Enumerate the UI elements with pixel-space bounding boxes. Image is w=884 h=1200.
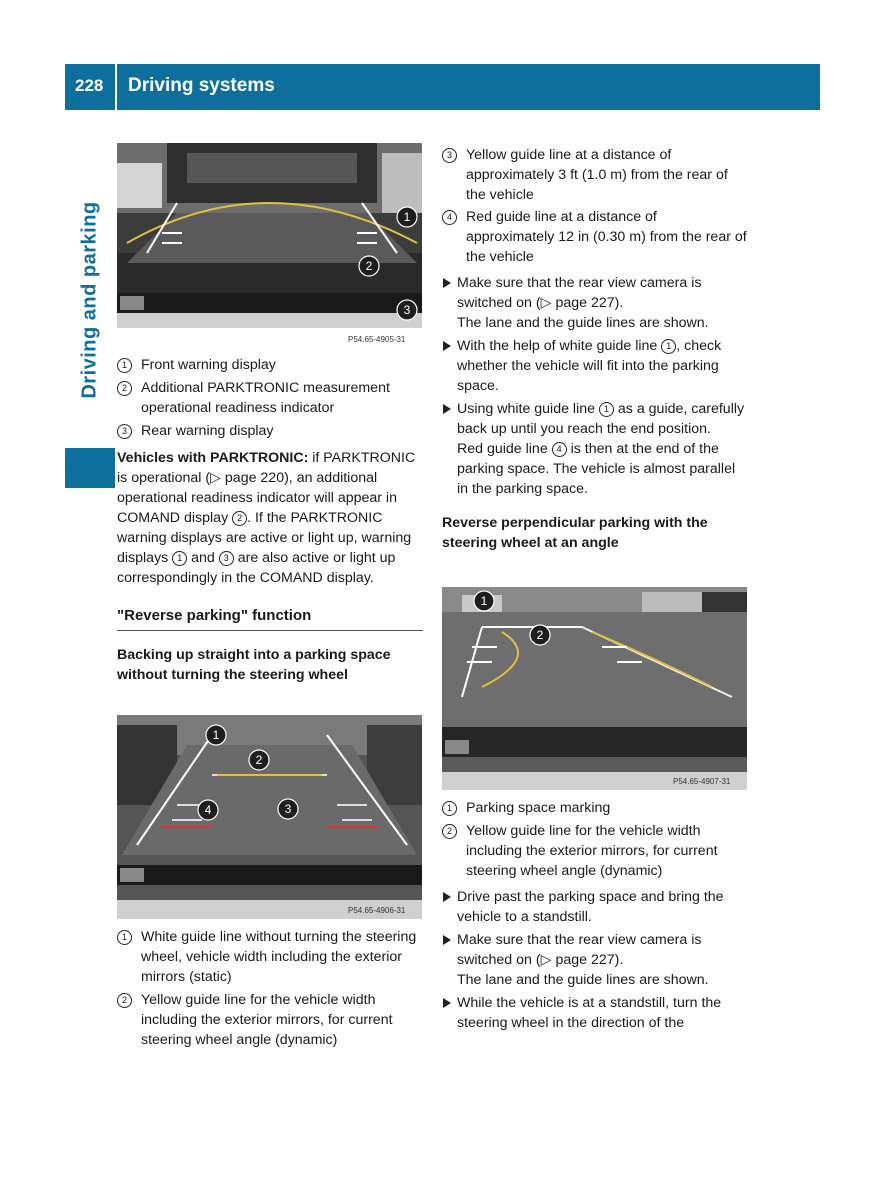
side-tab-marker — [65, 448, 115, 488]
fig3-caption: P54.65-4907-31 — [673, 777, 731, 786]
figure-rear-camera-parktronic — [117, 143, 422, 328]
header-divider — [115, 64, 117, 110]
fig3-callout-1: 1 — [480, 594, 488, 608]
sub-heading-backing-up: Backing up straight into a parking space without turning the steering wheel — [117, 647, 391, 683]
page-number: 228 — [75, 76, 104, 95]
figure-backing-up-straight — [117, 715, 422, 919]
legend-item: 3 Yellow guide line at a distance of approximately 3 ft (1.0 m) from the rear of the vehicle — [442, 145, 748, 205]
legend-item: 1 White guide line without turning the steering wheel, vehicle width including the exterior mirrors (static) — [117, 927, 423, 987]
legend-item: 1 Parking space marking — [442, 798, 748, 818]
figure-perpendicular-parking — [442, 587, 747, 790]
step-item: Make sure that the rear view camera is switched on (▷ page 227). The lane and the guide lines are shown. — [442, 273, 748, 333]
right-column — [442, 145, 748, 553]
fig2-caption: P54.65-4906-31 — [348, 906, 406, 915]
step-item: Make sure that the rear view camera is switched on (▷ page 227). The lane and the guide lines are shown. — [442, 930, 748, 990]
fig1-callout-2-label: 2 — [365, 259, 373, 273]
page-title: Driving systems — [128, 75, 275, 96]
sub-heading-perpendicular: Reverse perpendicular parking with the steering wheel at an angle — [442, 515, 708, 551]
legend-item: 1 Front warning display — [117, 355, 423, 375]
vehicles-with-parktronic-paragraph: Vehicles with PARKTRONIC: if PARKTRONIC is operational (▷ page 220), an additional operational readiness indicator will appear in COMAND display 2 . If the PARKTRONIC warning displays are active or light up, warning displays 1 and 3 are also active or light up correspondingly in the COMAND display. — [117, 450, 416, 586]
page-header — [65, 64, 820, 110]
fig1-caption: P54.65-4905-31 — [348, 335, 406, 344]
right-column-bottom — [442, 798, 748, 1033]
legend-item: 4 Red guide line at a distance of approximately 12 in (0.30 m) from the rear of the vehicle — [442, 207, 748, 267]
step-item: While the vehicle is at a standstill, turn the steering wheel in the direction of the — [442, 993, 748, 1033]
step-item: Drive past the parking space and bring the vehicle to a standstill. — [442, 887, 748, 927]
step-item: Using white guide line 1 as a guide, carefully back up until you reach the end position. Red guide line 4 is then at the end of the parking space. The vehicle is almost parallel in the parking space. — [442, 399, 748, 499]
fig1-callout-1-label: 1 — [403, 210, 411, 224]
fig1-callout-3-label: 3 — [403, 303, 411, 317]
fig2-callout-2: 2 — [255, 753, 263, 767]
fig3-callout-2: 2 — [536, 628, 544, 642]
side-tab — [65, 110, 115, 488]
left-column-top — [117, 355, 423, 685]
fig2-callout-4: 4 — [204, 803, 212, 817]
step-item: With the help of white guide line 1 , check whether the vehicle will fit into the parking space. — [442, 336, 748, 396]
legend-item: 2 Yellow guide line for the vehicle width including the exterior mirrors, for current steering wheel angle (dynamic) — [442, 821, 748, 881]
legend-item: 2 Yellow guide line for the vehicle width including the exterior mirrors, for current steering wheel angle (dynamic) — [117, 990, 423, 1050]
fig2-callout-1: 1 — [212, 728, 220, 742]
legend-item: 2 Additional PARKTRONIC measurement operational readiness indicator — [117, 378, 423, 418]
fig2-callout-3: 3 — [284, 802, 292, 816]
section-heading: "Reverse parking" function — [117, 606, 423, 631]
side-tab-label: Driving and parking — [78, 201, 101, 399]
left-column-bottom — [117, 927, 423, 1050]
legend-item: 3 Rear warning display — [117, 421, 423, 441]
